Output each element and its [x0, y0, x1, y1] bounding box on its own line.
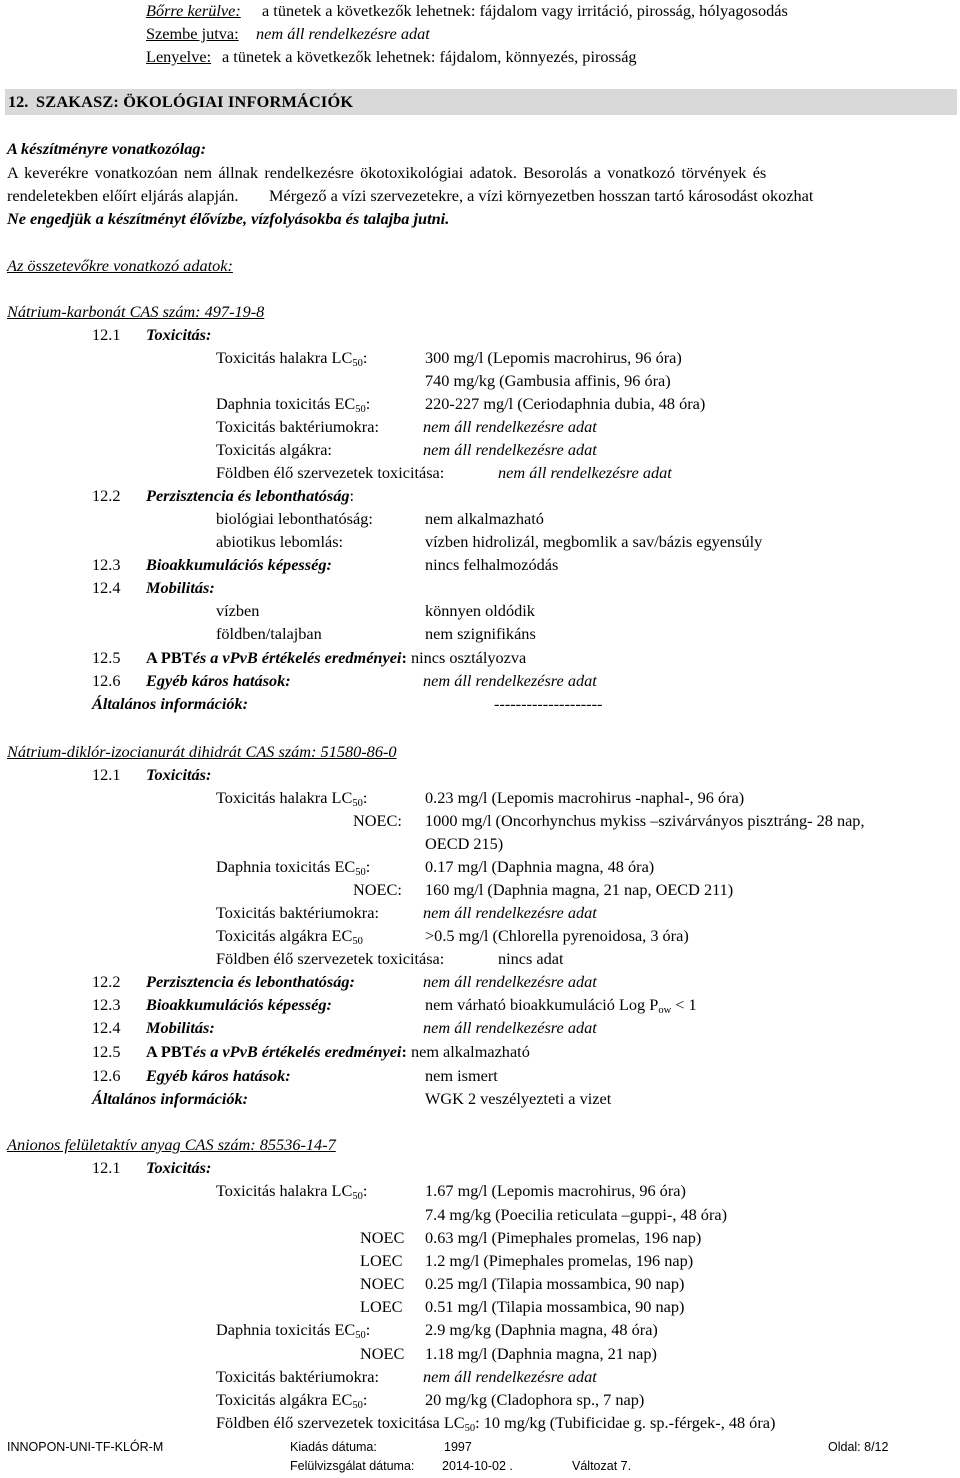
c3-toxicity-heading: Toxicitás: — [146, 1158, 212, 1177]
footer-page-number: Oldal: 8/12 — [828, 1440, 889, 1454]
c1-bacteria-value: nem áll rendelkezésre adat — [423, 417, 597, 436]
c3-loec2-label: LOEC — [360, 1297, 403, 1316]
c3-algae-value: 20 mg/kg (Cladophora sp., 7 nap) — [425, 1390, 645, 1409]
footer-version: Változat 7. — [572, 1459, 632, 1473]
c1-mobility-heading: Mobilitás: — [146, 578, 215, 597]
swallow-text: a tünetek a következők lehetnek: fájdalom, könnyezés, pirosság — [222, 47, 637, 66]
c3-noec2-value: 0.25 mg/l (Tilapia mossambica, 90 nap) — [425, 1274, 685, 1293]
c2-124-number: 12.4 — [92, 1018, 121, 1037]
intro-line-2b: Mérgező a vízi szervezetekre, a vízi környezetben hosszan tartó károsodást okozhat — [269, 186, 814, 205]
c1-other-value: nem áll rendelkezésre adat — [423, 671, 597, 690]
footer-review-label: Felülvizsgálat dátuma: — [290, 1459, 415, 1473]
c1-daphnia-value: 220-227 mg/l (Ceriodaphnia dubia, 48 óra) — [425, 394, 706, 413]
c1-fish-value-1: 300 mg/l (Lepomis macrohirus, 96 óra) — [425, 348, 682, 367]
c3-bacteria-value: nem áll rendelkezésre adat — [423, 1367, 597, 1386]
c3-noec2-label: NOEC — [360, 1274, 405, 1293]
footer-issue-date: 1997 — [444, 1440, 472, 1454]
eye-label: Szembe jutva: — [146, 24, 239, 43]
c3-loec1-label: LOEC — [360, 1251, 403, 1270]
c2-125-number: 12.5 — [92, 1042, 121, 1061]
c1-water-value: könnyen oldódik — [425, 601, 535, 620]
c1-soil-label: Földben élő szervezetek toxicitása: — [216, 463, 445, 482]
c1-bio-value: nincs felhalmozódás — [425, 555, 559, 574]
c2-123-number: 12.3 — [92, 995, 121, 1014]
c2-other-heading: Egyéb káros hatások: — [146, 1066, 291, 1085]
c3-121-number: 12.1 — [92, 1158, 121, 1177]
c2-122-number: 12.2 — [92, 972, 121, 991]
swallow-label: Lenyelve: — [146, 47, 212, 66]
c1-daphnia-label: Daphnia toxicitás EC50: — [216, 394, 371, 415]
c2-algae-label: Toxicitás algákra EC50 — [216, 926, 363, 947]
c1-fish-label: Toxicitás halakra LC50: — [216, 348, 368, 369]
c2-toxicity-heading: Toxicitás: — [146, 765, 212, 784]
c2-soil-label: Földben élő szervezetek toxicitása: — [216, 949, 445, 968]
footer-issue-label: Kiadás dátuma: — [290, 1440, 377, 1454]
c1-bacteria-label: Toxicitás baktériumokra: — [216, 417, 379, 436]
c2-126-number: 12.6 — [92, 1066, 121, 1085]
component-1-title: Nátrium-karbonát CAS szám: 497-19-8 — [7, 302, 265, 321]
c2-bio-value: nem várható bioakkumuláció Log Pow < 1 — [425, 995, 697, 1016]
footer-doc-code: INNOPON-UNI-TF-KLÓR-M — [7, 1440, 164, 1454]
c3-daphnia-noec-value: 1.18 mg/l (Daphnia magna, 21 nap) — [425, 1344, 657, 1363]
c1-soil-value: nem áll rendelkezésre adat — [498, 463, 672, 482]
c1-bio-heading: Bioakkumulációs képesség: — [146, 555, 332, 574]
skin-label: Bőrre kerülve: — [146, 1, 241, 20]
intro-line-1: A keverékre vonatkozóan nem állnak rendelkezésre ökotoxikológiai adatok. Besorolás a vonatkozó törvények és — [7, 163, 767, 182]
c2-daphnia-noec-label: NOEC: — [353, 880, 402, 899]
c3-soil: Földben élő szervezetek toxicitása LC50: 10 mg/kg (Tubificidae g. sp.-férgek-, 48 óra) — [216, 1413, 776, 1434]
c2-fish-label: Toxicitás halakra LC50: — [216, 788, 368, 809]
c2-fish-noec-label: NOEC: — [353, 811, 402, 830]
c3-fish-value-1: 1.67 mg/l (Lepomis macrohirus, 96 óra) — [425, 1181, 686, 1200]
c3-daphnia-label: Daphnia toxicitás EC50: — [216, 1320, 371, 1341]
skin-text: a tünetek a következők lehetnek: fájdalom vagy irritáció, pirosság, hólyagosodás — [262, 1, 788, 20]
c1-121-number: 12.1 — [92, 325, 121, 344]
c3-algae-label: Toxicitás algákra EC50: — [216, 1390, 368, 1411]
c2-general-heading: Általános információk: — [92, 1089, 249, 1108]
c2-daphnia-value: 0.17 mg/l (Daphnia magna, 48 óra) — [425, 857, 655, 876]
c1-125-number: 12.5 — [92, 648, 121, 667]
c3-fish-label: Toxicitás halakra LC50: — [216, 1181, 368, 1202]
component-2-title: Nátrium-diklór-izocianurát dihidrát CAS szám: 51580-86-0 — [7, 742, 397, 761]
c1-soil-mob-value: nem szignifikáns — [425, 624, 536, 643]
c2-algae-value: >0.5 mg/l (Chlorella pyrenoidosa, 3 óra) — [425, 926, 689, 945]
c1-soil-mob-label: földben/talajban — [216, 624, 322, 643]
c2-fish-value: 0.23 mg/l (Lepomis macrohirus -naphal-, 96 óra) — [425, 788, 745, 807]
section-number: 12. — [8, 92, 29, 111]
c2-mobility-value: nem áll rendelkezésre adat — [423, 1018, 597, 1037]
c2-soil-value: nincs adat — [498, 949, 564, 968]
c3-daphnia-value: 2.9 mg/kg (Daphnia magna, 48 óra) — [425, 1320, 658, 1339]
c2-bio-heading: Bioakkumulációs képesség: — [146, 995, 332, 1014]
c2-daphnia-label: Daphnia toxicitás EC50: — [216, 857, 371, 878]
c1-water-label: vízben — [216, 601, 260, 620]
c1-toxicity-heading: Toxicitás: — [146, 325, 212, 344]
c1-biodeg-label: biológiai lebonthatóság: — [216, 509, 373, 528]
c1-122-number: 12.2 — [92, 486, 121, 505]
c3-daphnia-noec-label: NOEC — [360, 1344, 405, 1363]
c3-noec1-label: NOEC — [360, 1228, 405, 1247]
c2-bacteria-label: Toxicitás baktériumokra: — [216, 903, 379, 922]
c2-fish-noec-value-2: OECD 215) — [425, 834, 504, 853]
c1-126-number: 12.6 — [92, 671, 121, 690]
c2-121-number: 12.1 — [92, 765, 121, 784]
c1-abiotic-value: vízben hidrolizál, megbomlik a sav/bázis egyensúly — [425, 532, 763, 551]
mixture-heading: A készítményre vonatkozólag: — [7, 139, 206, 158]
c2-bacteria-value: nem áll rendelkezésre adat — [423, 903, 597, 922]
c1-general-value: -------------------- — [494, 694, 603, 713]
c2-fish-noec-value: 1000 mg/l (Oncorhynchus mykiss –szivárványos pisztráng- 28 nap, — [425, 811, 865, 830]
c1-biodeg-value: nem alkalmazható — [425, 509, 544, 528]
c3-loec2-value: 0.51 mg/l (Tilapia mossambica, 90 nap) — [425, 1297, 685, 1316]
c1-algae-label: Toxicitás algákra: — [216, 440, 332, 459]
c1-124-number: 12.4 — [92, 578, 121, 597]
c3-bacteria-label: Toxicitás baktériumokra: — [216, 1367, 379, 1386]
section-title: SZAKASZ: ÖKOLÓGIAI INFORMÁCIÓK — [36, 92, 354, 111]
footer-review-date: 2014-10-02 . — [442, 1459, 513, 1473]
intro-line-2: rendeletekben előírt eljárás alapján. — [7, 186, 239, 205]
c3-loec1-value: 1.2 mg/l (Pimephales promelas, 196 nap) — [425, 1251, 694, 1270]
eye-text: nem áll rendelkezésre adat — [256, 24, 430, 43]
c1-other-heading: Egyéb káros hatások: — [146, 671, 291, 690]
c2-pbt: A PBTés a vPvB értékelés eredményei: nem alkalmazható — [146, 1042, 530, 1061]
c2-mobility-heading: Mobilitás: — [146, 1018, 215, 1037]
c3-noec1-value: 0.63 mg/l (Pimephales promelas, 196 nap) — [425, 1228, 702, 1247]
c1-pbt: A PBTés a vPvB értékelés eredményei: nincs osztályozva — [146, 648, 527, 667]
c3-fish-value-2: 7.4 mg/kg (Poecilia reticulata –guppi-, 48 óra) — [425, 1205, 728, 1224]
c1-general-heading: Általános információk: — [92, 694, 249, 713]
c2-daphnia-noec-value: 160 mg/l (Daphnia magna, 21 nap, OECD 211) — [425, 880, 734, 899]
components-heading: Az összetevőkre vonatkozó adatok: — [7, 256, 233, 275]
c2-persistence-value: nem áll rendelkezésre adat — [423, 972, 597, 991]
c1-abiotic-label: abiotikus lebomlás: — [216, 532, 344, 551]
c1-persistence-heading: Perzisztencia és lebonthatóság: — [146, 486, 355, 505]
c1-fish-value-2: 740 mg/kg (Gambusia affinis, 96 óra) — [425, 371, 671, 390]
c1-123-number: 12.3 — [92, 555, 121, 574]
c2-persistence-heading: Perzisztencia és lebonthatóság: — [146, 972, 355, 991]
c2-other-value: nem ismert — [425, 1066, 498, 1085]
c1-algae-value: nem áll rendelkezésre adat — [423, 440, 597, 459]
intro-line-3: Ne engedjük a készítményt élővízbe, vízfolyásokba és talajba jutni. — [7, 209, 450, 228]
c2-general-value: WGK 2 veszélyezteti a vizet — [425, 1089, 612, 1108]
component-3-title: Anionos felületaktív anyag CAS szám: 85536-14-7 — [7, 1135, 336, 1154]
